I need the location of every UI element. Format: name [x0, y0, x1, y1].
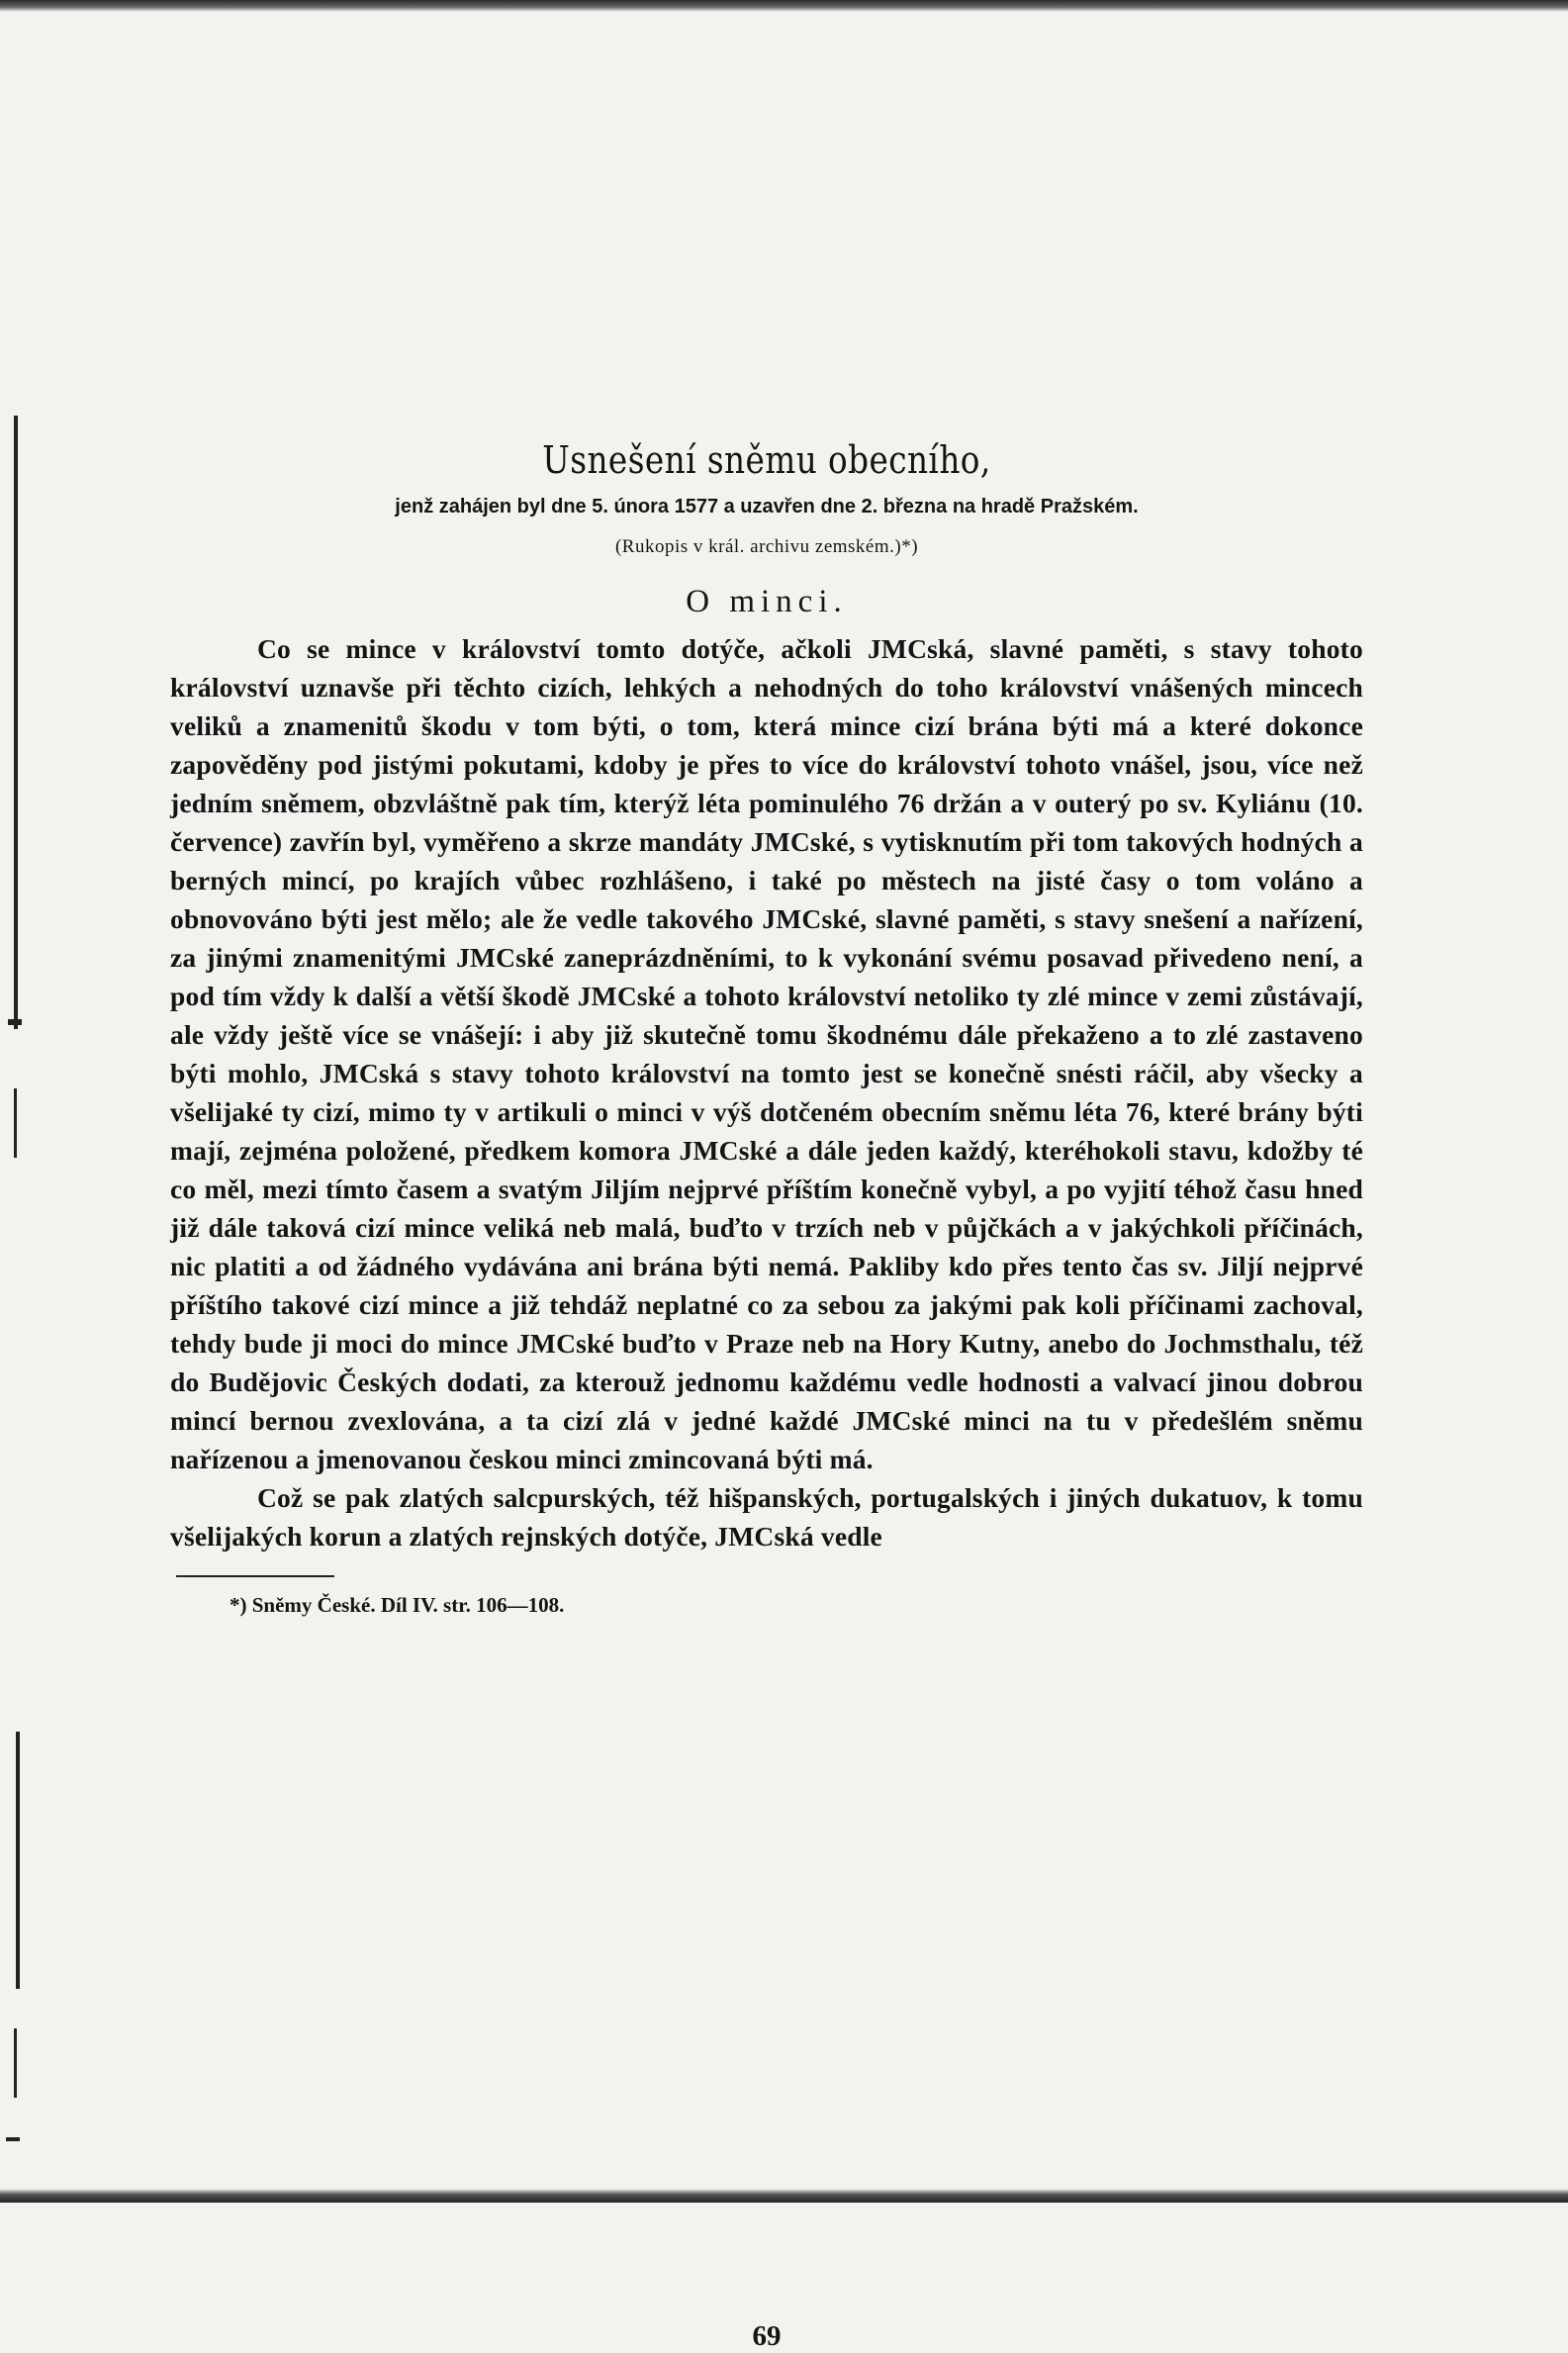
scan-bottom-edge — [0, 2189, 1568, 2203]
binding-mark — [8, 1019, 22, 1025]
footnote-rule — [176, 1575, 334, 1577]
binding-mark — [14, 416, 18, 1029]
binding-mark — [14, 1088, 17, 1158]
paragraph: Co se mince v království tomto dotýče, ačkoli JMCská, slavné paměti, s stavy tohoto království uznavše při těchto cizích, lehkých a nehodných do toho království vnášených mincech veliků a znamenitů škodu v tom býti, o tom, která mince cizí brána býti má a které dokonce zapověděny pod jistými pokutami, kdoby je přes to více do království tohoto vnášel, jsou, více než jedním sněmem, obzvláštně pak tím, kterýž léta pominulého 76 držán a v outerý po sv. Kyliánu (10. července) zavřín byl, vyměřeno a skrze mandáty JMCské, s vytisknutím při tom takových hodných a berných mincí, po krajích vůbec rozhlášeno, i také po městech na jisté časy o tom voláno a obnovováno býti jest mělo; ale že vedle takového JMCské, slavné paměti, s stavy snešení a nařízení, za jinými znamenitými JMCské zaneprázdněními, to k vykonání svému posavad přivedeno není, a pod tím vždy k další a větší škodě JMCské a tohoto království netoliko ty zlé mince v zemi zůstávají, ale vždy ještě více se vnášejí: i aby již skutečně tomu škodnému dále překaženo a to zlé zastaveno býti mohlo, JMCská s stavy tohoto království na tomto jest se konečně snésti ráčil, aby všecky a všelijaké ty cizí, mimo ty v artikuli o minci v výš dotčeném obecním sněmu léta 76, které brány býti mají, zejména položené, předkem komora JMCské a dále jeden každý, kteréhokoli stavu, kdožby té co měl, mezi tímto časem a svatým Jiljím nejprvé příštím konečně vybyl, a po vyjití téhož času hned již dále taková cizí mince veliká neb malá, buďto v trzích neb v půjčkách a v jakýchkoli příčinách, nic platiti a od žádného vydávána ani brána býti nemá. Pakliby kdo přes tento čas sv. Jiljí nejprvé příštího takové cizí mince a již tehdáž neplatné co za sebou za jakými pak koli příčinami zachoval, tehdy bude ji moci do mince JMCské buďto v Praze neb na Hory Kutny, anebo do Jochmsthalu, též do Budějovic Českých dodati, za kterouž jednomu každému vedle hodnosti a valvací jinou dobrou mincí bernou zvexlována, a ta cizí zlá v jedné každé JMCské minci na tu v předešlém sněmu nařízenou a jmenovanou českou minci zmincovaná býti má. — [170, 633, 1363, 1474]
document-title: Usnešení sněmu obecního, — [542, 438, 991, 482]
page-number: 69 — [752, 2320, 782, 2352]
scan-top-edge — [0, 0, 1568, 12]
body-text — [170, 629, 1363, 1555]
document-subtitle: jenž zahájen byl dne 5. února 1577 a uzavřen dne 2. března na hradě Pražském. — [395, 496, 1139, 518]
binding-mark — [14, 2028, 17, 2098]
footnote: *) Sněmy České. Díl IV. str. 106—108. — [230, 1593, 565, 1617]
section-heading: O minci. — [686, 584, 848, 619]
binding-mark — [6, 2137, 20, 2141]
paragraph: Což se pak zlatých salcpurských, též hišpanských, portugalských i jiných dukatuov, k tomu všelijakých korun a zlatých rejnských dotýče, JMCská vedle — [170, 1482, 1363, 1552]
binding-mark — [16, 1732, 20, 1989]
document-page — [170, 435, 1363, 2352]
source-note: (Rukopis v král. archivu zemském.)*) — [614, 536, 919, 557]
